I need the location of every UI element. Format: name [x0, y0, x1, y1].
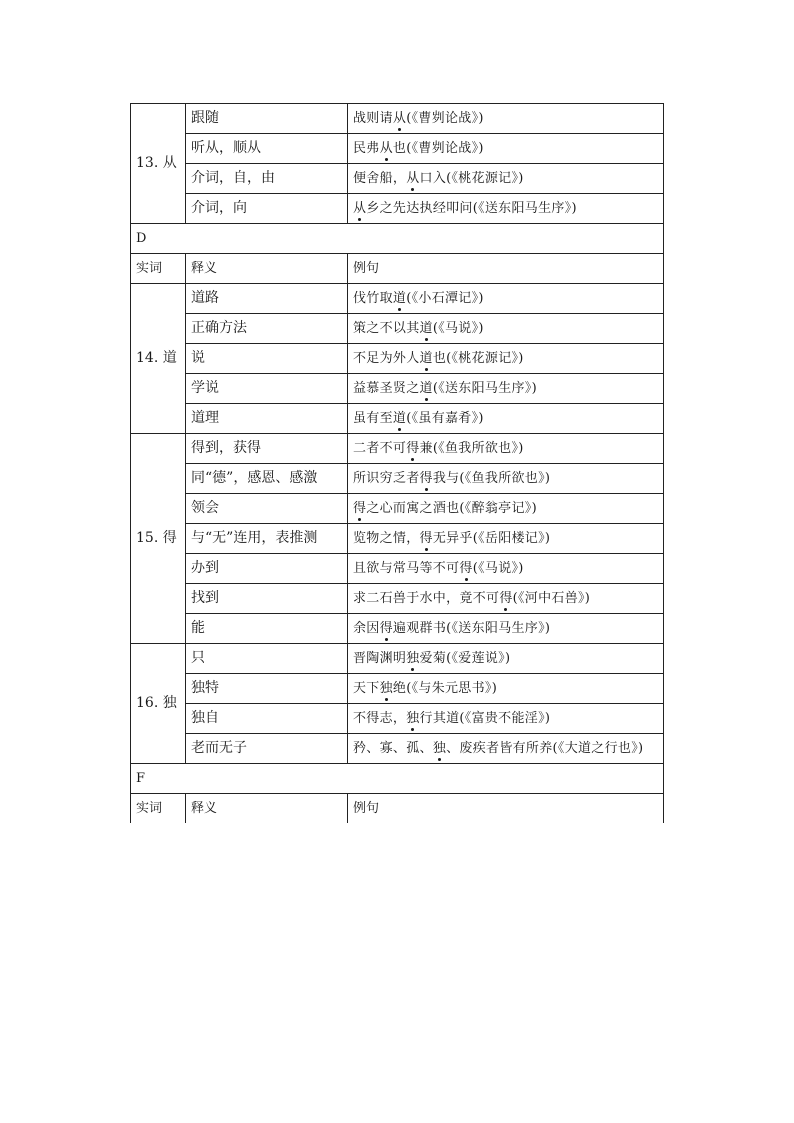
table-row	[131, 404, 664, 434]
entry-word: 15. 得	[131, 434, 186, 644]
table-row	[131, 374, 664, 404]
meaning-cell: 介词，向	[186, 194, 348, 224]
emphasized-character: 道	[419, 380, 433, 396]
meaning-cell: 跟随	[186, 104, 348, 134]
emphasized-character: 得	[353, 500, 367, 516]
example-sentence: 策之不以其道(《马说》)	[348, 314, 664, 344]
meaning-cell: 得到，获得	[186, 434, 348, 464]
header-example: 例句	[348, 794, 664, 824]
table-row	[131, 314, 664, 344]
emphasized-character: 独	[379, 680, 393, 696]
example-sentence: 从乡之先达执经叩问(《送东阳马生序》)	[348, 194, 664, 224]
table-row	[131, 164, 664, 194]
section-letter: D	[131, 224, 664, 254]
table-row	[131, 614, 664, 644]
meaning-cell: 学说	[186, 374, 348, 404]
table-row	[131, 524, 664, 554]
emphasized-character: 得	[419, 470, 433, 486]
example-sentence: 得之心而寓之酒也(《醉翁亭记》)	[348, 494, 664, 524]
example-sentence: 览物之情，得无异乎(《岳阳楼记》)	[348, 524, 664, 554]
meaning-cell: 领会	[186, 494, 348, 524]
header-meaning: 释义	[186, 794, 348, 824]
meaning-cell: 老而无子	[186, 734, 348, 764]
emphasized-character: 道	[419, 350, 433, 366]
meaning-cell: 独特	[186, 674, 348, 704]
header-word: 实词	[131, 794, 186, 824]
meaning-cell: 介词，自，由	[186, 164, 348, 194]
example-sentence: 求二石兽于水中，竟不可得(《河中石兽》)	[348, 584, 664, 614]
header-example: 例句	[348, 254, 664, 284]
header-word: 实词	[131, 254, 186, 284]
header-meaning: 释义	[186, 254, 348, 284]
emphasized-character: 得	[499, 590, 513, 606]
section-letter: F	[131, 764, 664, 794]
table-row	[131, 134, 664, 164]
table-row	[131, 194, 664, 224]
meaning-cell: 办到	[186, 554, 348, 584]
emphasized-character: 道	[392, 410, 407, 426]
example-sentence: 晋陶渊明独爱菊(《爱莲说》)	[348, 644, 664, 674]
emphasized-character: 得	[459, 560, 473, 576]
meaning-cell: 道路	[186, 284, 348, 314]
table-row	[131, 494, 664, 524]
meaning-cell: 说	[186, 344, 348, 374]
entry-word: 14. 道	[131, 284, 186, 434]
example-sentence: 虽有至道(《虽有嘉肴》)	[348, 404, 664, 434]
meaning-cell: 找到	[186, 584, 348, 614]
example-sentence: 二者不可得兼(《鱼我所欲也》)	[348, 434, 664, 464]
example-sentence: 余因得遍观群书(《送东阳马生序》)	[348, 614, 664, 644]
meaning-cell: 与“无”连用，表推测	[186, 524, 348, 554]
emphasized-character: 得	[419, 530, 433, 546]
example-sentence: 天下独绝(《与朱元思书》)	[348, 674, 664, 704]
table-row	[131, 434, 664, 464]
table-row	[131, 104, 664, 134]
emphasized-character: 从	[392, 110, 407, 126]
emphasized-character: 道	[419, 320, 433, 336]
emphasized-character: 独	[406, 710, 420, 726]
example-sentence: 矜、寡、孤、独、废疾者皆有所养(《大道之行也》)	[348, 734, 664, 764]
table-row	[131, 704, 664, 734]
emphasized-character: 道	[392, 290, 407, 306]
meaning-cell: 同“德”，感恩、感激	[186, 464, 348, 494]
table-row	[131, 644, 664, 674]
emphasized-character: 从	[406, 170, 420, 186]
example-sentence: 且欲与常马等不可得(《马说》)	[348, 554, 664, 584]
meaning-cell: 能	[186, 614, 348, 644]
meaning-cell: 道理	[186, 404, 348, 434]
meaning-cell: 正确方法	[186, 314, 348, 344]
entry-word: 16. 独	[131, 644, 186, 764]
meaning-cell: 只	[186, 644, 348, 674]
example-sentence: 不足为外人道也(《桃花源记》)	[348, 344, 664, 374]
example-sentence: 所识穷乏者得我与(《鱼我所欲也》)	[348, 464, 664, 494]
meaning-cell: 独自	[186, 704, 348, 734]
emphasized-character: 得	[406, 440, 420, 456]
entry-word: 13. 从	[131, 104, 186, 224]
example-sentence: 不得志，独行其道(《富贵不能淫》)	[348, 704, 664, 734]
table-row	[131, 284, 664, 314]
table-row	[131, 584, 664, 614]
table-row	[131, 554, 664, 584]
emphasized-character: 从	[379, 140, 393, 156]
table-row	[131, 344, 664, 374]
emphasized-character: 独	[406, 650, 420, 666]
vocabulary-table	[130, 103, 664, 823]
example-sentence: 益慕圣贤之道(《送东阳马生序》)	[348, 374, 664, 404]
meaning-cell: 听从，顺从	[186, 134, 348, 164]
example-sentence: 便舍船，从口入(《桃花源记》)	[348, 164, 664, 194]
emphasized-character: 独	[432, 740, 447, 756]
table-row	[131, 674, 664, 704]
table-row	[131, 734, 664, 764]
example-sentence: 战则请从(《曹刿论战》)	[348, 104, 664, 134]
emphasized-character: 得	[379, 620, 393, 636]
example-sentence: 伐竹取道(《小石潭记》)	[348, 284, 664, 314]
emphasized-character: 从	[353, 200, 367, 216]
table-row	[131, 464, 664, 494]
example-sentence: 民弗从也(《曹刿论战》)	[348, 134, 664, 164]
